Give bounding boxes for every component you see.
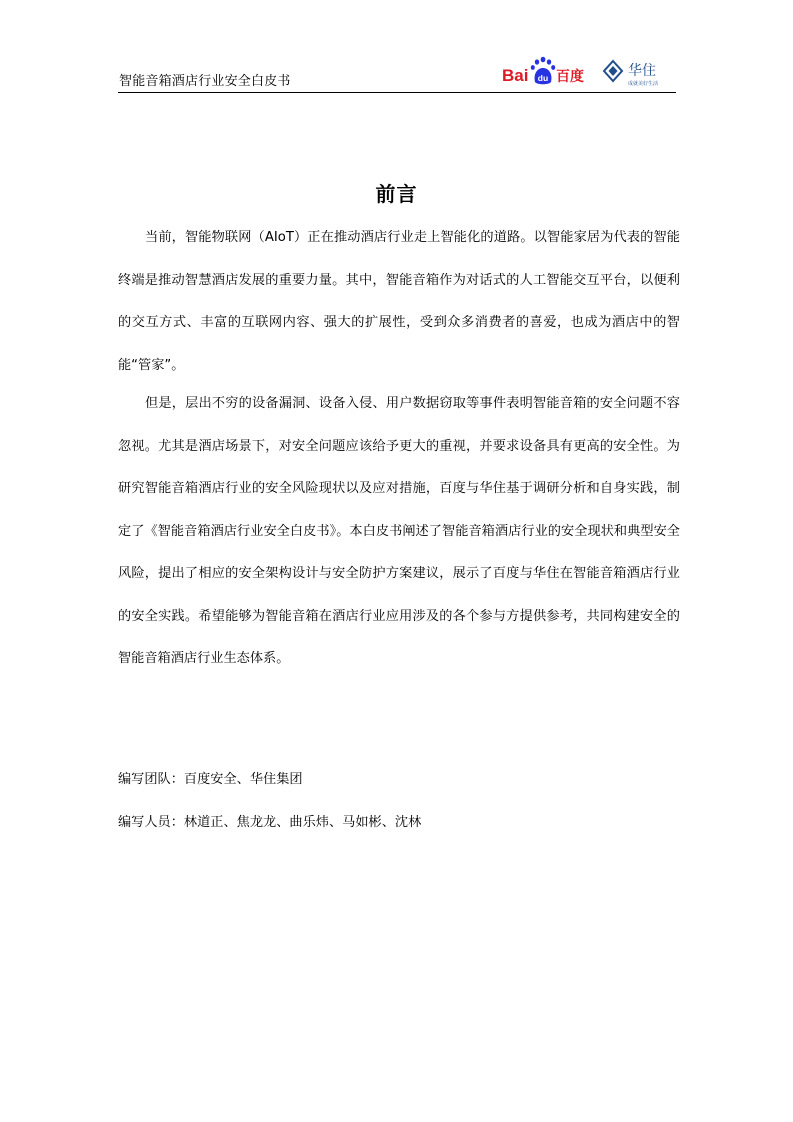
baidu-logo bbox=[502, 56, 584, 88]
writing-team: 编写团队：百度安全、华住集团 bbox=[118, 772, 303, 787]
page-header bbox=[118, 56, 676, 93]
huazhu-logo-name: 华住 bbox=[628, 63, 656, 79]
baidu-logo-chinese: 百度 bbox=[556, 69, 584, 85]
header-title: 智能音箱酒店行业安全白皮书 bbox=[119, 74, 291, 89]
paragraph-purpose: 但是，层出不穷的设备漏洞、设备入侵、用户数据窃取等事件表明智能音箱的安全问题不容忽视。尤其是酒店场景下，对安全问题应该给予更大的重视，并要求设备具有更高的安全性。为研究智能音箱酒店行业的安全风险现状以及应对措施，百度与华住基于调研分析和自身实践，制定了《智能音箱酒店行业安全白皮书》。本白皮书阐述了智能音箱酒店行业的安全现状和典型安全风险，提出了相应的安全架构设计与安全防护方案建议，展示了百度与华住在智能音箱酒店行业的安全实践。希望能够为智能音箱在酒店行业应用涉及的各个参与方提供参考，共同构建安全的智能音箱酒店行业生态体系。 bbox=[118, 396, 680, 666]
baidu-logo-latin: Bai bbox=[502, 66, 529, 85]
huazhu-diamond-icon bbox=[604, 61, 622, 81]
writing-authors: 编写人员：林道正、焦龙龙、曲乐炜、马如彬、沈林 bbox=[118, 815, 422, 830]
paragraph-intro: 当前，智能物联网（AIoT）正在推动酒店行业走上智能化的道路。以智能家居为代表的智能终端是推动智慧酒店发展的重要力量。其中，智能音箱作为对话式的人工智能交互平台，以便利的交互方式、丰富的互联网内容、强大的扩展性，受到众多消费者的喜爱，也成为酒店中的智能“管家”。 bbox=[118, 230, 680, 373]
baidu-paw-text: du bbox=[537, 73, 549, 83]
baidu-paw-icon bbox=[531, 57, 555, 85]
huazhu-logo bbox=[602, 59, 678, 87]
page-title: 前言 bbox=[375, 182, 418, 206]
huazhu-logo-tagline: 成就美好生活 bbox=[628, 81, 659, 87]
